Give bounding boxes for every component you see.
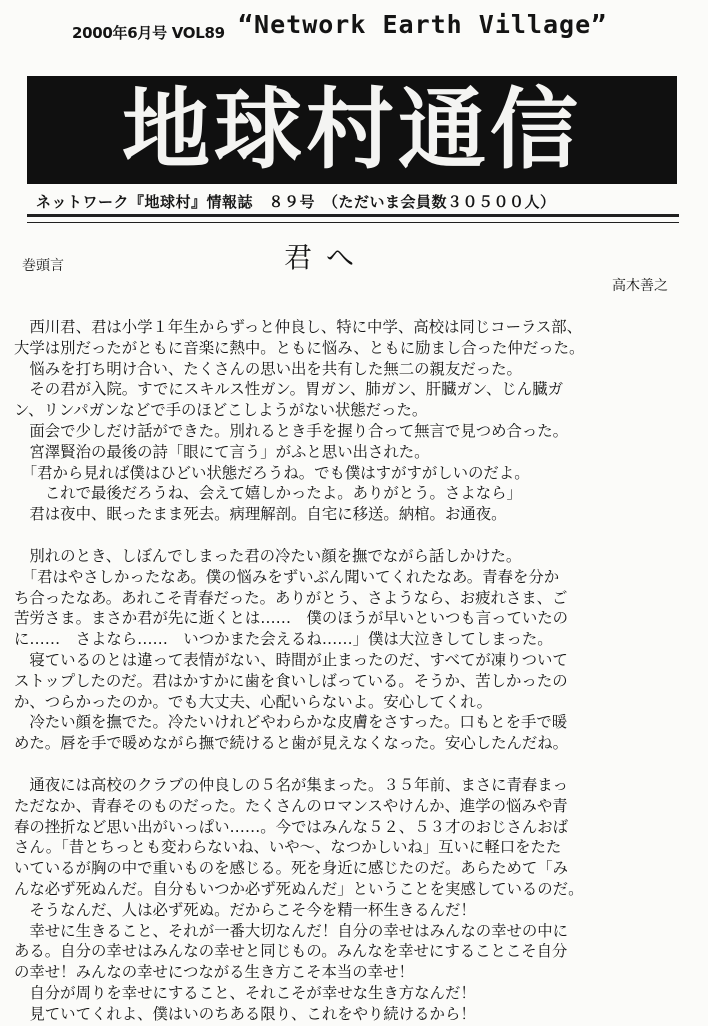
text-line: 通夜には高校のクラブの仲良しの５名が集まった。３５年前、まさに青春まっ xyxy=(14,775,569,794)
text-line: めた。唇を手で暖めながら撫で続けると歯が見えなくなった。安心したんだね。 xyxy=(14,734,569,753)
text-line: 「君はやさしかったなあ。僕の悩みをずいぶん聞いてくれたなあ。青春を分か xyxy=(14,567,560,586)
text-line: 大学は別だったがともに音楽に熱中。ともに悩み、ともに励まし合った仲だった。 xyxy=(14,338,585,357)
text-line: 君は夜中、眠ったまま死去。病理解剖。自宅に移送。納棺。お通夜。 xyxy=(14,505,507,524)
text-line: 冷たい顔を撫でた。冷たいけれどやわらかな皮膚をさすった。口もとを手で暖 xyxy=(14,713,568,732)
text-line: 見ていてくれよ、僕はいのちある限り、これをやり続けるから！ xyxy=(14,1004,476,1023)
text-line: 「君から見れば僕はひどい状態だろうね。でも僕はすがすがしいのだよ。 xyxy=(14,463,530,482)
text-line: 悩みを打ち明け合い、たくさんの思い出を共有した無二の親友だった。 xyxy=(14,359,522,378)
text-line: さん。「昔とちっとも変わらないね、いや～、なつかしいね」互いに軽口をたた xyxy=(14,838,562,857)
header-rule-thin xyxy=(27,222,679,223)
text-line: 西川君、君は小学１年生からずっと仲良し、特に中学、高校は同じコーラス部、 xyxy=(14,318,583,336)
text-line: 自分が周りを幸せにすること、それこそが幸せな生き方なんだ！ xyxy=(14,983,476,1002)
english-title: “Network Earth Village” xyxy=(238,10,608,39)
text-line: の幸せ！みんなの幸せにつながる生き方こそ本当の幸せ！ xyxy=(14,963,414,982)
newsletter-subtitle: ネットワーク『地球村』情報誌 ８９号 （ただいま会員数３０５００人） xyxy=(36,193,556,211)
text-line: 寝ているのとは違って表情がない、時間が止まったのだ、すべてが凍りついて xyxy=(14,650,568,669)
article-author: 高木善之 xyxy=(612,278,668,294)
text-line: ち合ったなあ。あれこそ青春だった。ありがとう、さようなら、お疲れさま、ご xyxy=(14,588,568,607)
text-line: 宮澤賢治の最後の詩「眼にて言う」がふと思い出された。 xyxy=(14,442,430,461)
text-line: これで最後だろうね、会えて嬉しかったよ。ありがとう。さよなら」 xyxy=(14,484,522,503)
text-line: 幸せに生きること、それが一番大切なんだ！自分の幸せはみんなの幸せの中に xyxy=(14,921,569,940)
masthead-title: 地球村通信 xyxy=(121,78,582,181)
paragraph-gap xyxy=(14,525,692,546)
masthead-banner xyxy=(27,76,677,184)
text-line: 別れのとき、しぼんでしまった君の冷たい顔を撫でながら話しかけた。 xyxy=(14,546,522,565)
column-label: 巻頭言 xyxy=(22,258,64,274)
article-body xyxy=(14,317,692,1025)
text-line: 春の挫折など思い出がいっぱい……。今ではみんな５２、５３才のおじさんおば xyxy=(14,817,569,836)
header-rule-thick xyxy=(27,214,679,217)
issue-date-volume: 2000年6月号 VOL89 xyxy=(72,24,225,42)
text-line: ストップしたのだ。君はかすかに歯を食いしばっている。そうか、苦しかったの xyxy=(14,671,568,690)
text-line: その君が入院。すでにスキルス性ガン。胃ガン、肺ガン、肝臓ガン、じん臓ガ xyxy=(14,380,563,399)
text-line: いているが胸の中で重いものを感じる。死を身近に感じたのだ。あらためて「み xyxy=(14,859,569,878)
text-line: 苦労さま。まさか君が先に逝くとは…… 僕のほうが早いといつも言っていたの xyxy=(14,609,569,628)
text-line: に…… さよなら…… いつかまた会えるね……」僕は大泣きしてしまった。 xyxy=(14,630,553,649)
text-line: か、つらかったのか。でも大丈夫、心配いらないよ。安心してくれ。 xyxy=(14,692,493,711)
paragraph-gap xyxy=(14,754,692,775)
text-line: 面会で少しだけ話ができた。別れるとき手を握り合って無言で見つめ合った。 xyxy=(14,421,569,440)
text-line: ある。自分の幸せはみんなの幸せと同じもの。みんなを幸せにすることこそ自分 xyxy=(14,942,568,961)
text-line: ただなか、青春そのものだった。たくさんのロマンスやけんか、進学の悩みや青 xyxy=(14,796,568,815)
text-line: そうなんだ、人は必ず死ぬ。だからこそ今を精一杯生きるんだ！ xyxy=(14,900,476,919)
article-title: 君へ xyxy=(284,241,369,274)
text-line: んな必ず死ぬんだ。自分もいつか必ず死ぬんだ」ということを実感しているのだ。 xyxy=(14,879,584,898)
text-line: ン、リンパガンなどで手のほどこしようがない状態だった。 xyxy=(14,401,428,420)
